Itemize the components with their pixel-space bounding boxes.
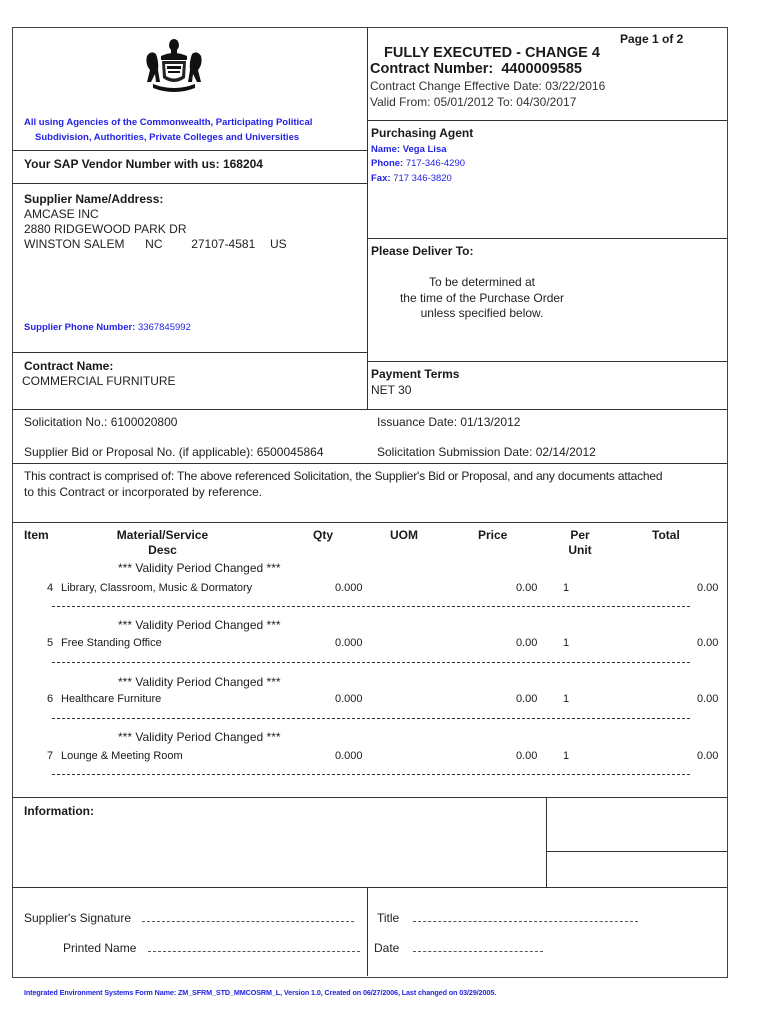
divider xyxy=(12,183,367,184)
row-price: 0.00 xyxy=(516,637,538,649)
title-field[interactable] xyxy=(377,911,638,925)
row-separator xyxy=(52,662,690,663)
printed-name-field[interactable] xyxy=(63,941,360,955)
payment-terms-value: NET 30 xyxy=(371,383,412,397)
printed-name-line[interactable] xyxy=(148,941,360,952)
title-line[interactable] xyxy=(413,911,638,922)
title-label: Title xyxy=(377,911,400,925)
row-total: 0.00 xyxy=(697,637,719,649)
contract-name-title: Contract Name: xyxy=(24,359,114,373)
comprised-line1: This contract is comprised of: The above referenced Solicitation, the Supplier's Bid or Proposal, and any documents attached xyxy=(24,469,663,483)
date-line[interactable] xyxy=(413,941,543,952)
deliver-line3: unless specified below. xyxy=(420,306,544,320)
date-label: Date xyxy=(374,941,400,955)
col-header-qty: Qty xyxy=(313,528,334,542)
divider xyxy=(12,463,727,464)
row-qty: 0.000 xyxy=(335,637,363,649)
row-per: 1 xyxy=(563,750,570,762)
divider xyxy=(367,887,368,976)
deliver-line2: the time of the Purchase Order xyxy=(399,290,565,305)
agent-name xyxy=(371,144,447,155)
agent-fax-label: Fax: xyxy=(371,173,391,184)
row-desc: Healthcare Furniture xyxy=(61,693,162,705)
printed-name-label: Printed Name xyxy=(63,941,137,955)
col-header-total: Total xyxy=(652,528,680,542)
supplier-state: NC xyxy=(145,237,163,251)
supplier-city: WINSTON SALEM xyxy=(24,237,125,251)
contract-number-value: 4400009585 xyxy=(501,61,582,77)
divider xyxy=(12,797,727,798)
divider xyxy=(12,887,727,888)
agencies-line2: Subdivision, Authorities, Private Colleges and Universities xyxy=(35,132,300,143)
supplier-bid-number: Supplier Bid or Proposal No. (if applicable): 6500045864 xyxy=(24,445,324,459)
row-note: *** Validity Period Changed *** xyxy=(118,730,281,744)
purchasing-agent-title: Purchasing Agent xyxy=(371,126,474,140)
deliver-text xyxy=(367,275,597,322)
deliver-title: Please Deliver To: xyxy=(371,244,474,258)
divider xyxy=(367,361,727,362)
submission-date: Solicitation Submission Date: 02/14/2012 xyxy=(377,445,596,459)
date-field[interactable] xyxy=(374,941,543,955)
col-header-per: Per xyxy=(570,528,590,542)
comprised-line2: to this Contract or incorporated by reference. xyxy=(24,485,263,499)
row-desc: Free Standing Office xyxy=(61,637,162,649)
col-header-desc-line1: Material/Service xyxy=(116,528,209,542)
vendor-number-value: 168204 xyxy=(222,157,263,171)
agent-fax-value: 717 346-3820 xyxy=(393,173,452,184)
row-note: *** Validity Period Changed *** xyxy=(118,561,281,575)
agent-name-label: Name: xyxy=(371,144,401,155)
row-total: 0.00 xyxy=(697,582,719,594)
contract-number xyxy=(370,61,582,77)
agent-name-value: Vega Lisa xyxy=(402,144,447,155)
divider xyxy=(367,238,727,239)
supplier-signature-label: Supplier's Signature xyxy=(24,911,132,925)
row-qty: 0.000 xyxy=(335,582,363,594)
row-price: 0.00 xyxy=(516,750,538,762)
row-item: 6 xyxy=(47,693,54,705)
change-effective-date: Contract Change Effective Date: 03/22/2016 xyxy=(370,79,606,93)
supplier-signature-line[interactable] xyxy=(142,911,354,922)
row-item: 5 xyxy=(47,637,54,649)
col-header-desc-line2: Desc xyxy=(148,543,177,557)
form-footer: Integrated Environment Systems Form Name: ZM_SFRM_STD_MMCOSRM_L, Version 1.0, Created on 06/27/2006, Last changed on 03/29/2005. xyxy=(24,988,497,997)
col-header-item: Item xyxy=(24,528,49,542)
agent-phone xyxy=(371,158,465,169)
row-note: *** Validity Period Changed *** xyxy=(118,675,281,689)
row-per: 1 xyxy=(563,582,570,594)
supplier-phone-value: 3367845992 xyxy=(138,322,191,333)
row-separator xyxy=(52,606,690,607)
row-per: 1 xyxy=(563,637,570,649)
supplier-phone-label: Supplier Phone Number: xyxy=(24,322,136,333)
row-total: 0.00 xyxy=(697,750,719,762)
row-qty: 0.000 xyxy=(335,750,363,762)
row-item: 7 xyxy=(47,750,54,762)
contract-number-label: Contract Number: xyxy=(370,61,494,77)
divider xyxy=(367,120,727,121)
divider xyxy=(546,797,547,887)
row-desc: Library, Classroom, Music & Dormatory xyxy=(61,582,253,594)
supplier-country: US xyxy=(269,237,287,251)
col-header-per-unit xyxy=(560,528,600,558)
deliver-line1: To be determined at xyxy=(428,275,536,289)
divider xyxy=(546,851,727,852)
row-separator xyxy=(52,774,690,775)
col-header-uom: UOM xyxy=(390,528,418,542)
row-price: 0.00 xyxy=(516,582,538,594)
col-header-unit: Unit xyxy=(568,543,592,557)
row-desc: Lounge & Meeting Room xyxy=(61,750,183,762)
agent-phone-value: 717-346-4290 xyxy=(405,158,466,169)
page-number: Page 1 of 2 xyxy=(620,32,684,46)
divider xyxy=(12,522,727,523)
row-note: *** Validity Period Changed *** xyxy=(118,618,281,632)
divider xyxy=(12,409,727,410)
supplier-signature-field[interactable] xyxy=(24,911,354,925)
issuance-date: Issuance Date: 01/13/2012 xyxy=(377,415,521,429)
valid-range: Valid From: 05/01/2012 To: 04/30/2017 xyxy=(370,95,577,109)
supplier-street: 2880 RIDGEWOOD PARK DR xyxy=(24,222,187,236)
information-title: Information: xyxy=(24,804,94,818)
row-separator xyxy=(52,718,690,719)
solicitation-number: Solicitation No.: 6100020800 xyxy=(24,415,178,429)
divider xyxy=(12,150,367,151)
supplier-name: AMCASE INC xyxy=(24,207,99,221)
status-title: FULLY EXECUTED - CHANGE 4 xyxy=(384,45,600,61)
divider xyxy=(12,352,367,353)
payment-terms-title: Payment Terms xyxy=(371,367,460,381)
divider xyxy=(367,27,368,409)
vendor-number-label: Your SAP Vendor Number with us: xyxy=(24,157,220,171)
row-price: 0.00 xyxy=(516,693,538,705)
agencies-line1: All using Agencies of the Commonwealth, Participating Political xyxy=(24,117,313,128)
pennsylvania-seal-icon xyxy=(141,36,207,98)
row-qty: 0.000 xyxy=(335,693,363,705)
vendor-number xyxy=(24,157,263,171)
row-total: 0.00 xyxy=(697,693,719,705)
supplier-zip: 27107-4581 xyxy=(191,237,256,251)
supplier-title: Supplier Name/Address: xyxy=(24,192,164,206)
agent-phone-label: Phone: xyxy=(371,158,404,169)
supplier-phone xyxy=(24,322,191,333)
row-per: 1 xyxy=(563,693,570,705)
col-header-price: Price xyxy=(478,528,508,542)
agent-fax xyxy=(371,173,452,184)
col-header-desc xyxy=(100,528,225,558)
contract-name-value: COMMERCIAL FURNITURE xyxy=(22,374,176,388)
row-item: 4 xyxy=(47,582,54,594)
supplier-city-line xyxy=(24,237,287,251)
